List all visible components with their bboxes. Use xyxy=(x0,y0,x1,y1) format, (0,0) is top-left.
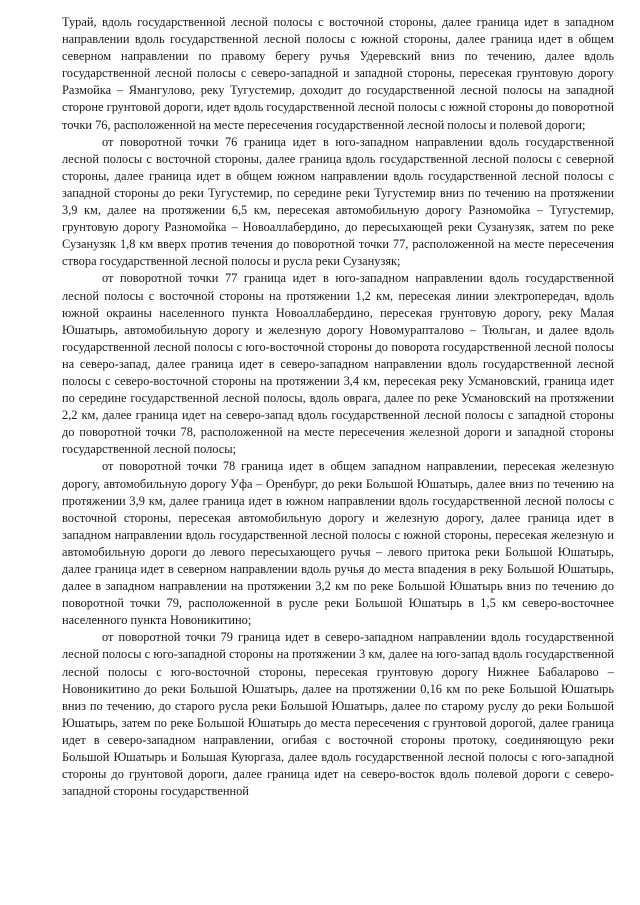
paragraph-turning-point-78: от поворотной точки 78 граница идет в общем западном направлении, пересекая железную дорогу, автомобильную дорогу Уфа – Оренбург, до реки Большой Юшатырь, далее вниз по течению на протяжении 3,9 км, далее граница идет в южном направлении вдоль государственной лесной полосы с восточной стороны, пересекая автомобильную дорогу и железную дорогу, далее граница идет в западном направлении вдоль государственной лесной полосы с южной стороны, пересекая железную и автомобильную дороги до левого пересыхающего ручья – левого притока реки Большой Юшатырь, далее граница идет в северном направлении вдоль ручья до места впадения в реку Большой Юшатырь, далее в западном направлении на протяжении 3,2 км по реке Большой Юшатырь вниз по течению до поворотной точки 79, расположенной в русле реки Большой Юшатырь в 1,5 км северо-восточнее населенного пункта Новоникитино; xyxy=(62,459,614,628)
paragraph-turning-point-77: от поворотной точки 77 граница идет в юго-западном направлении вдоль государственной лесной полосы с восточной стороны на протяжении 1,2 км, пересекая линии электропередач, вдоль южной окраины населенного пункта Новоаллабердино, пересекая грунтовую дорогу, реку Малая Юшатырь, автомобильную дорогу и железную дорогу Новомурапталово – Тюльган, и далее вдоль государственной лесной полосы с юго-восточной стороны до поворота государственной лесной полосы на северо-запад, далее граница идет в северо-западном направлении вдоль государственной лесной полосы с северо-восточной стороны на протяжении 3,4 км, пересекая реку Усмановский, граница идет по середине государственной лесной полосы, вдоль оврага, далее по реке Усмановский на протяжении 2,2 км, далее граница идет на северо-запад вдоль государственной лесной полосы с западной стороны до поворотной точки 78, расположенной на месте пересечения железной дороги и западной стороны государственной лесной полосы; xyxy=(62,271,614,457)
document-page xyxy=(62,14,614,800)
paragraph-turning-point-79: от поворотной точки 79 граница идет в северо-западном направлении вдоль государственной лесной полосы с юго-западной стороны на протяжении 3 км, далее на юго-запад вдоль государственной лесной полосы с юго-восточной стороны, пересекая грунтовую дорогу Нижнее Бабаларово – Новоникитино до реки Большой Юшатырь, далее на протяжении 0,16 км по реке Большой Юшатырь вниз по течению, до старого русла реки Большой Юшатырь, далее по старому руслу до реки Большой Юшатырь, затем по реке Большой Юшатырь до места пересечения с грунтовой дорогой, далее граница идет в северо-западном направлении, огибая с восточной стороны протоку, соединяющую реки Большой Юшатырь и Большая Куюргаза, далее вдоль государственной лесной полосы с юго-западной стороны до грунтовой дороги, далее граница идет на северо-восток вдоль полевой дороги с северо-западной стороны государственной xyxy=(62,630,614,799)
paragraph-turning-point-76: от поворотной точки 76 граница идет в юго-западном направлении вдоль государственной лесной полосы с восточной стороны, далее граница вдоль государственной лесной полосы с северной стороны, далее граница идет в общем южном направлении вдоль государственной лесной полосы с западной стороны до реки Тугустемир, по середине реки Тугустемир вниз по течению на протяжении 3,9 км, далее на протяжении 6,5 км, пересекая автомобильную дорогу Разномойка – Тугустемир, грунтовую дорогу Разномойка – Новоаллабердино, до пересыхающей реки Сузанузяк, затем по реке Сузанузяк 1,8 км вверх против течения до поворотной точки 77, расположенной на месте пересечения створа государственной лесной полосы и русла реки Сузанузяк; xyxy=(62,134,614,269)
paragraph-continuation: Турай, вдоль государственной лесной полосы с восточной стороны, далее граница идет в западном направлении вдоль государственной лесной полосы с южной стороны, далее граница идет в общем северном направлении по правому берегу ручья Удеревский вниз по течению, далее вдоль государственной лесной полосы с северо-западной и западной стороны, пересекая грунтовую дорогу Размойка – Ямангулово, реку Тугустемир, доходит до государственной лесной полосы на западной стороне грунтовой дороги, идет вдоль государственной лесной полосы с южной стороны до поворотной точки 76, расположенной на месте пересечения государственной лесной полосы и полевой дороги; xyxy=(62,15,614,132)
